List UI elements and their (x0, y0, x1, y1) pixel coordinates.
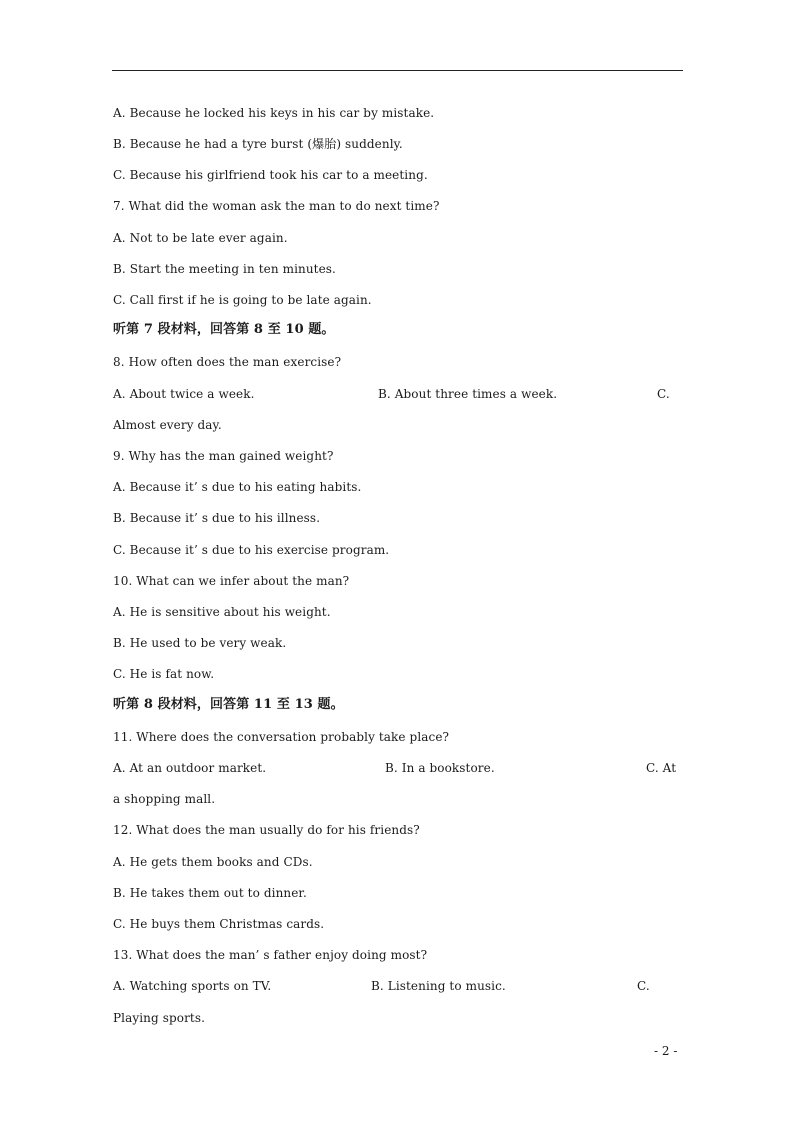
q12-option-b: B. He takes them out to dinner. (113, 886, 307, 900)
q11-option-c-text: a shopping mall. (113, 792, 216, 806)
q12-option-a: A. He gets them books and CDs. (113, 855, 313, 869)
q11-option-a: A. At an outdoor market. (113, 761, 267, 775)
q6-option-a: A. Because he locked his keys in his car by mistake. (113, 106, 435, 120)
q8-question: 8. How often does the man exercise? (113, 355, 342, 369)
q13-option-b: B. Listening to music. (371, 979, 506, 993)
q7-question: 7. What did the woman ask the man to do next time? (113, 199, 440, 213)
q13-option-c-text: Playing sports. (113, 1011, 206, 1025)
q8-option-b: B. About three times a week. (378, 387, 558, 401)
q8-option-a: A. About twice a week. (113, 387, 255, 401)
section-heading-7: 听第 7 段材料，回答第 8 至 10 题。 (113, 322, 335, 337)
q13-option-a: A. Watching sports on TV. (113, 979, 272, 993)
header-rule (112, 70, 683, 71)
q11-question: 11. Where does the conversation probably take place? (113, 730, 450, 744)
q13-option-c-prefix: C. (637, 979, 650, 993)
q10-option-c: C. He is fat now. (113, 667, 215, 681)
q8-option-c-prefix: C. (657, 387, 670, 401)
q9-question: 9. Why has the man gained weight? (113, 449, 334, 463)
q10-option-b: B. He used to be very weak. (113, 636, 287, 650)
q9-option-b: B. Because it’ s due to his illness. (113, 511, 321, 525)
q12-question: 12. What does the man usually do for his friends? (113, 823, 420, 837)
q11-option-c-prefix: C. At (646, 761, 677, 775)
q9-option-a: A. Because it’ s due to his eating habits. (113, 480, 362, 494)
q7-option-a: A. Not to be late ever again. (113, 231, 288, 245)
q12-option-c: C. He buys them Christmas cards. (113, 917, 325, 931)
q10-option-a: A. He is sensitive about his weight. (113, 605, 331, 619)
q7-option-b: B. Start the meeting in ten minutes. (113, 262, 336, 276)
q7-option-c: C. Call first if he is going to be late again. (113, 293, 372, 307)
q6-option-b: B. Because he had a tyre burst (爆胎) suddenly. (113, 137, 403, 151)
q9-option-c: C. Because it’ s due to his exercise program. (113, 543, 390, 557)
section-heading-8: 听第 8 段材料，回答第 11 至 13 题。 (113, 697, 344, 712)
q11-option-b: B. In a bookstore. (385, 761, 495, 775)
q13-question: 13. What does the man’ s father enjoy doing most? (113, 948, 428, 962)
q6-option-c: C. Because his girlfriend took his car to a meeting. (113, 168, 428, 182)
page-number: - 2 - (654, 1044, 678, 1058)
q10-question: 10. What can we infer about the man? (113, 574, 350, 588)
q8-option-c-text: Almost every day. (113, 418, 222, 432)
